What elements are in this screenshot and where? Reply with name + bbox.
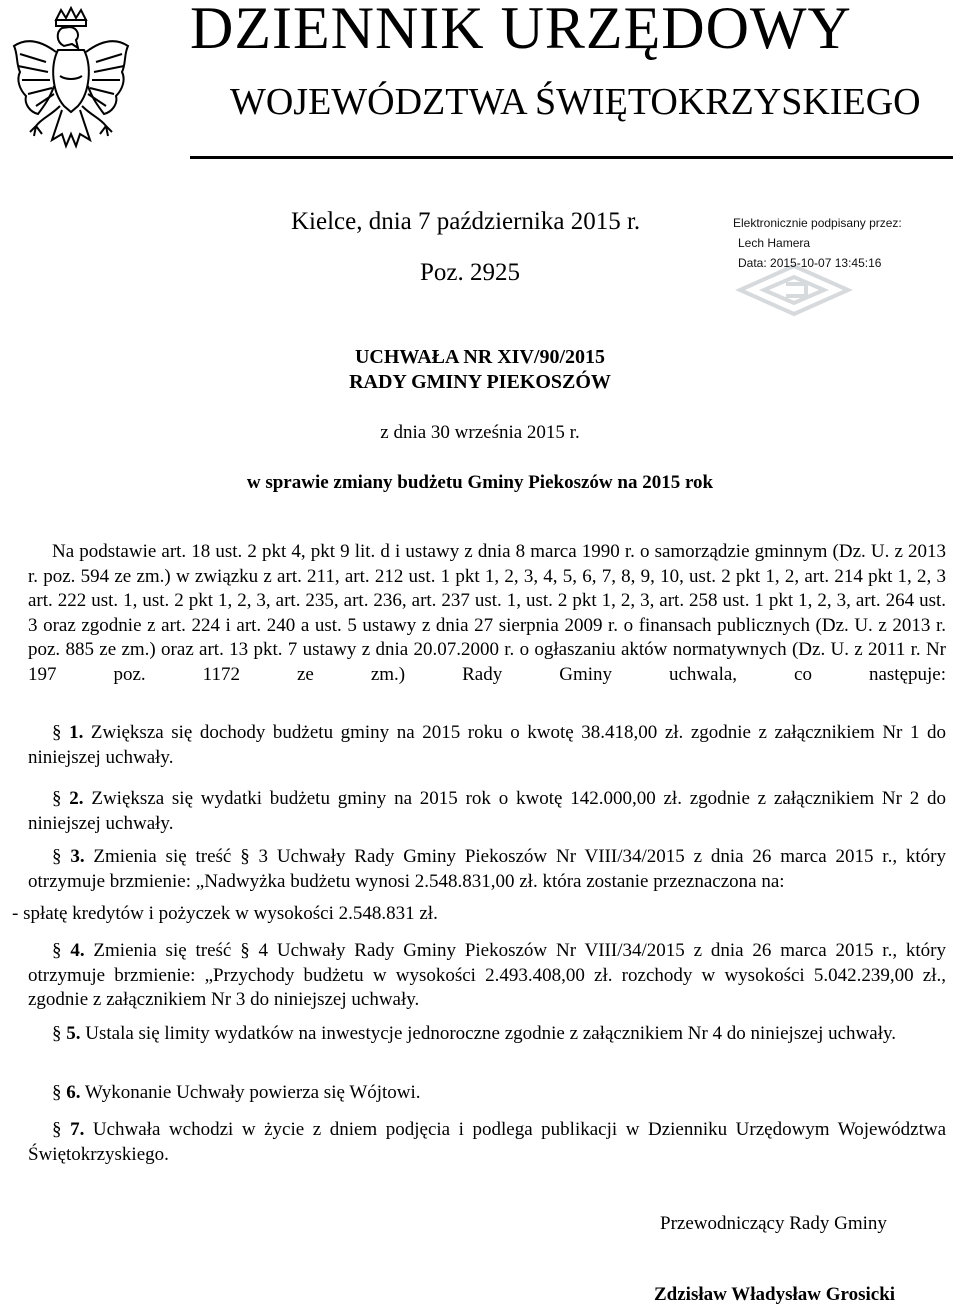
paragraph-3 [28, 845, 946, 894]
list-item: - spłatę kredytów i pożyczek w wysokości 2.548.831 zł. [12, 903, 438, 924]
paragraph-number: 4. [70, 940, 85, 961]
resolution-council: RADY GMINY PIEKOSZÓW [349, 371, 611, 393]
paragraph-sign: § [52, 846, 62, 867]
paragraph-2 [28, 787, 946, 836]
paragraph-number: 3. [70, 846, 85, 867]
masthead-subtitle: WOJEWÓDZTWA ŚWIĘTOKRZYSKIEGO [230, 81, 921, 123]
paragraph-7 [28, 1118, 946, 1167]
signature-signer-name: Lech Hamera [738, 236, 811, 250]
paragraph-sign: § [52, 1023, 62, 1044]
resolution-number: UCHWAŁA NR XIV/90/2015 [354, 346, 606, 368]
signature-signed-by-label: Elektronicznie podpisany przez: [733, 216, 902, 230]
paragraph-text: Ustala się limity wydatków na inwestycje jednoroczne zgodnie z załącznikiem Nr 4 do niniejszej uchwały. [80, 1023, 896, 1044]
paragraph-text: Zwiększa się wydatki budżetu gminy na 2015 rok o kwotę 142.000,00 zł. zgodnie z załącznikiem Nr 2 do niniejszej uchwały. [28, 788, 946, 834]
preamble: Na podstawie art. 18 ust. 2 pkt 4, pkt 9 lit. d i ustawy z dnia 8 marca 1990 r. o samorządzie gminnym (Dz. U. z 2013 r. poz. 594 ze zm.) w związku z art. 211, art. 212 ust. 1 pkt 1, 2, 3, 4, 5, 6, 7, 8, 9, 10, ust. 2 pkt 1, 2, art. 214 pkt 1, 2, 3 art. 222 ust. 1, ust. 2 pkt 1, 2, 3, art. 235, art. 236, art. 237 ust. 1, ust. 2 pkt 1, 2, 3, art. 258 ust. 1 pkt 1, 2, 3, art. 264 ust. 3 oraz zgodnie z art. 224 i art. 240 a ust. 5 ustawy z dnia 27 sierpnia 2009 r. o finansach publicznych (Dz. U. z 2013 r. poz. 885 ze zm.) oraz art. 13 pkt. 7 ustawy z dnia 20.07.2000 r. o ogłaszaniu aktów normatywnych (Dz. U. z 2011 r. Nr 197 poz. 1172 ze zm.) Rady Gminy uchwala, co następuje: [28, 541, 946, 685]
paragraph-text: Zwiększa się dochody budżetu gminy na 2015 roku o kwotę 38.418,00 zł. zgodnie z załącznikiem Nr 1 do niniejszej uchwały. [28, 722, 947, 768]
resolution-subject: w sprawie zmiany budżetu Gminy Piekoszów na 2015 rok [246, 472, 714, 493]
masthead-rule [190, 156, 953, 159]
paragraph-text: Uchwała wchodzi w życie z dniem podjęcia i podlega publikacji w Dzienniku Urzędowym Województwa Świętokrzyskiego. [28, 1119, 947, 1165]
resolution-date: z dnia 30 września 2015 r. [380, 422, 580, 443]
paragraph-5 [28, 1022, 946, 1047]
paragraph-sign: § [52, 1119, 62, 1140]
electronic-signature [730, 216, 930, 316]
paragraph-number: 6. [66, 1082, 81, 1103]
paragraph-4 [28, 939, 946, 1013]
paragraph-sign: § [52, 940, 62, 961]
paragraph-sign: § [52, 722, 62, 743]
masthead-title: DZIENNIK URZĘDOWY [190, 0, 852, 61]
paragraph-number: 7. [70, 1119, 85, 1140]
signature-timestamp: Data: 2015-10-07 13:45:16 [738, 256, 882, 270]
position-number: Poz. 2925 [420, 259, 520, 286]
polish-eagle-icon [6, 6, 136, 156]
paragraph-text: Zmienia się treść § 3 Uchwały Rady Gminy Piekoszów Nr VIII/34/2015 z dnia 26 marca 2015 r., który otrzymuje brzmienie: „Nadwyżka budżetu wynosi 2.548.831,00 zł. która zostanie przeznaczona na: [28, 846, 947, 892]
signatory-role: Przewodniczący Rady Gminy [660, 1213, 887, 1234]
place-date: Kielce, dnia 7 października 2015 r. [291, 208, 641, 235]
paragraph-1 [28, 721, 946, 770]
paragraph-number: 2. [69, 788, 84, 809]
paragraph-number: 1. [69, 722, 84, 743]
paragraph-sign: § [52, 788, 62, 809]
paragraph-text: Zmienia się treść § 4 Uchwały Rady Gminy Piekoszów Nr VIII/34/2015 z dnia 26 marca 2015 r., który otrzymuje brzmienie: „Przychody budżetu w wysokości 2.493.408,00 zł. rozchody w wysokości 5.042.239,00 zł., zgodnie z załącznikiem Nr 3 do niniejszej uchwały. [28, 940, 947, 1010]
paragraph-text: Wykonanie Uchwały powierza się Wójtowi. [80, 1082, 421, 1103]
signatory-name: Zdzisław Władysław Grosicki [654, 1284, 896, 1305]
paragraph-sign: § [52, 1082, 62, 1103]
paragraph-6 [28, 1081, 946, 1106]
paragraph-number: 5. [66, 1023, 81, 1044]
